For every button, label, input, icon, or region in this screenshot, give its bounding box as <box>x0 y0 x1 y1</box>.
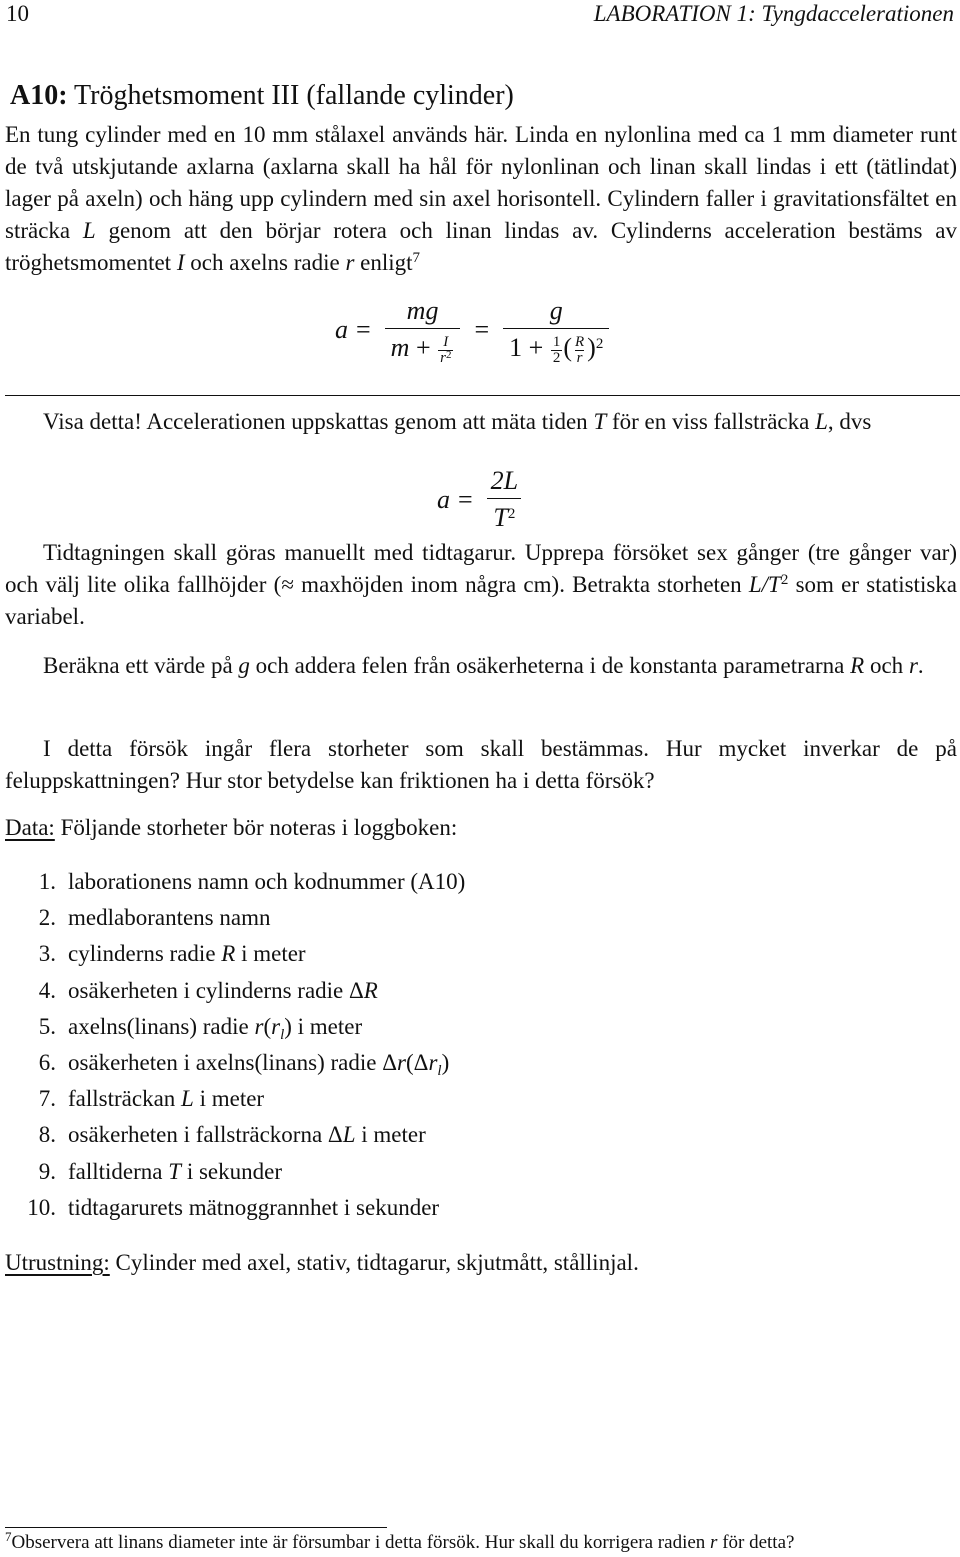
list-item: 4. osäkerheten i cylinderns radie ΔR <box>0 975 900 1011</box>
equation-acceleration: a = mg m + $\frac{I}{r^2}$ = g 1 + $\frac{1}{2}$ ( $\frac{R}{r}$ )$^2$ <box>335 294 615 366</box>
list-number: 3. <box>38 941 56 967</box>
page-number: 10 <box>6 1 29 26</box>
paragraph-tidtagning: Tidtagningen skall göras manuellt med tidtagarur. Upprepa försöket sex gånger (tre gånger var) och välj lite olika fallhöjder (≈ maxhöjden inom några cm). Betrakta storheten $L/T^2$ som er statistiska variabel. <box>5 540 957 629</box>
section-title <box>10 80 514 112</box>
equipment-label: Utrustning: <box>5 1250 110 1275</box>
running-title: LABORATION 1: Tyngdaccelerationen <box>593 1 954 26</box>
fraction-mg: mg m + $\frac{I}{r^2}$ <box>385 294 461 366</box>
equation-a-2L-T2: a = $\frac{2L}{T^2}$ <box>437 464 528 535</box>
paragraph-berakna: Beräkna ett värde på g och addera felen från osäkerheterna i de konstanta parametrarna R och r. <box>43 653 924 678</box>
paragraph-visa-detta: Visa detta! Accelerationen uppskattas genom att mäta tiden T för en viss fallsträcka L, dvs <box>43 409 872 434</box>
list-item: 9. falltiderna T i sekunder <box>0 1156 900 1192</box>
data-heading: Data: Följande storheter bör noteras i loggboken: <box>5 815 458 840</box>
data-list <box>0 866 900 1228</box>
list-number: 8. <box>38 1122 56 1148</box>
list-item: 2. medlaborantens namn <box>0 902 900 938</box>
fraction-g: g 1 + $\frac{1}{2}$ ( $\frac{R}{r}$ )$^2$ <box>503 294 609 366</box>
footnote: $^7$Observera att linans diameter inte är försumbar i detta försök. Hur skall du korrigera radien r för detta? <box>5 1529 795 1553</box>
list-item: 1. laborationens namn och kodnummer (A10) <box>0 866 900 902</box>
section-number: A10: <box>10 80 68 111</box>
data-label: Data: <box>5 815 55 840</box>
list-item: 3. cylinderns radie R i meter <box>0 938 900 974</box>
section-title-text: Tröghetsmoment III (fallande cylinder) <box>74 80 514 111</box>
divider-rule <box>5 395 960 396</box>
footnote-rule <box>5 1527 387 1528</box>
list-item: 7. fallsträckan L i meter <box>0 1083 900 1119</box>
list-number: 4. <box>38 977 56 1003</box>
list-number: 2. <box>38 905 56 931</box>
list-number: 10. <box>27 1194 56 1220</box>
intro-paragraph: En tung cylinder med en 10 mm stålaxel används här. Linda en nylonlina med ca 1 mm diameter runt de två utskjutande axlarna (axlarna skall ha hål för nylonlinan och linan skall lindas i ett (tätlindat) lager på axeln) och häng upp cylindern med sin axel horisontell. Cylindern faller i gravitationsfältet en sträcka L genom att den börjar rotera och linan lindas av. Cylinderns acceleration bestäms av tröghetsmomentet I och axelns radie r enligt$^7$ <box>5 122 957 275</box>
list-number: 1. <box>38 869 56 894</box>
equipment-line: Utrustning: Cylinder med axel, stativ, tidtagarur, skjutmått, stållinjal. <box>5 1250 639 1275</box>
paragraph-fragor: I detta försök ingår flera storheter som skall bestämmas. Hur mycket inverkar de på feluppskattningen? Hur stor betydelse kan friktionen ha i detta försök? <box>5 736 957 793</box>
list-item: 10. tidtagarurets mätnoggrannhet i sekunder <box>0 1192 900 1228</box>
list-item: 8. osäkerheten i fallsträckorna ΔL i meter <box>0 1119 900 1155</box>
footnote-mark: 7 <box>412 250 421 266</box>
list-number: 9. <box>38 1158 56 1184</box>
list-number: 7. <box>38 1086 56 1112</box>
list-item: 6. osäkerheten i axelns(linans) radie $\Delta r(\Delta r_l)$ <box>0 1047 900 1083</box>
list-item: 5. axelns(linans) radie $r(r_l)$ i meter <box>0 1011 900 1047</box>
list-number: 5. <box>38 1013 56 1039</box>
page-header <box>6 0 954 30</box>
list-number: 6. <box>38 1049 56 1075</box>
